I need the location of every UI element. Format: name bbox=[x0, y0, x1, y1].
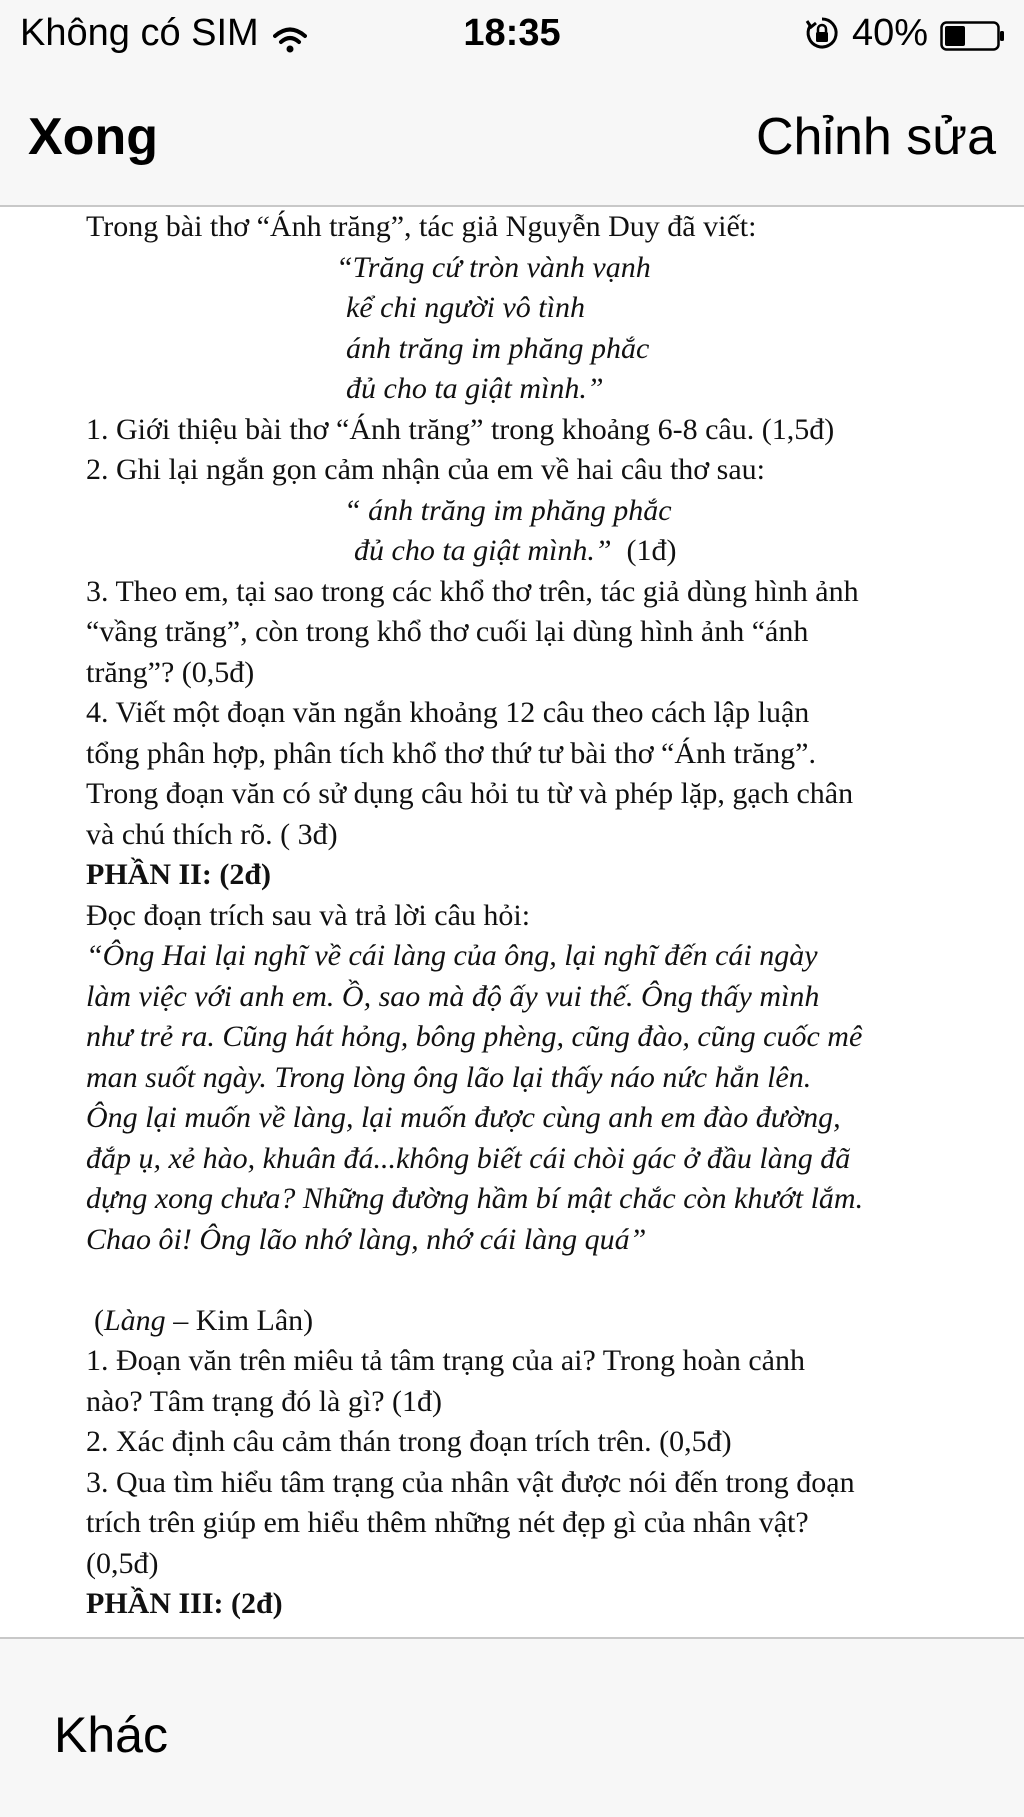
poem-line: “Trăng cứ tròn vành vạnh bbox=[336, 250, 651, 284]
document-viewport[interactable] bbox=[0, 207, 1024, 1637]
intro-line: Trong bài thơ “Ánh trăng”, tác giả Nguyễn Duy đã viết: bbox=[86, 210, 757, 243]
excerpt-line: đắp ụ, xẻ hào, khuân đá...không biết cái chòi gác ở đầu làng đã bbox=[86, 1141, 851, 1175]
bottom-bar bbox=[0, 1637, 1024, 1817]
question-2: 2. Ghi lại ngắn gọn cảm nhận của em về hai câu thơ sau: bbox=[86, 453, 765, 486]
poem-line: đủ cho ta giật mình.” bbox=[354, 534, 612, 567]
part-2-heading: PHẦN II: (2đ) bbox=[86, 858, 271, 891]
part-2-question-2: 2. Xác định câu cảm thán trong đoạn trích trên. (0,5đ) bbox=[86, 1425, 732, 1458]
document-content bbox=[86, 207, 1006, 1625]
clock: 18:35 bbox=[463, 12, 561, 54]
points-label: (1đ) bbox=[626, 534, 677, 567]
excerpt-line: “Ông Hai lại nghĩ về cái làng của ông, lại nghĩ đến cái ngày bbox=[86, 939, 818, 972]
battery-icon bbox=[940, 18, 1006, 48]
question-4-line: và chú thích rõ. ( 3đ) bbox=[86, 817, 338, 851]
q2-poem bbox=[86, 491, 1006, 572]
other-button[interactable]: Khác bbox=[54, 1707, 168, 1763]
source-author: – Kim Lân) bbox=[173, 1303, 314, 1337]
poem-line: kể chi người vô tình bbox=[346, 291, 585, 324]
part-2-question-1-line: nào? Tâm trạng đó là gì? (1đ) bbox=[86, 1384, 442, 1418]
excerpt-source: (Làng – Kim Lân) bbox=[94, 1303, 314, 1337]
question-1: 1. Giới thiệu bài thơ “Ánh trăng” trong khoảng 6-8 câu. (1,5đ) bbox=[86, 412, 835, 446]
done-button[interactable]: Xong bbox=[28, 108, 158, 166]
part-2-question-3-line: trích trên giúp em hiểu thêm những nét đẹp gì của nhân vật? bbox=[86, 1506, 809, 1539]
excerpt-line: Ông lại muốn về làng, lại muốn được cùng anh em đào đường, bbox=[86, 1101, 841, 1134]
status-right bbox=[804, 10, 1006, 56]
excerpt-line: Chao ôi! Ông lão nhớ làng, nhớ cái làng quá” bbox=[86, 1222, 647, 1256]
part-2-question-3-line: 3. Qua tìm hiểu tâm trạng của nhân vật được nói đến trong đoạn bbox=[86, 1465, 855, 1499]
question-3-line: 3. Theo em, tại sao trong các khổ thơ trên, tác giả dùng hình ảnh bbox=[86, 574, 859, 608]
excerpt-line: man suốt ngày. Trong lòng ông lão lại thấy náo nức hẳn lên. bbox=[86, 1060, 812, 1094]
excerpt-line: dựng xong chưa? Những đường hầm bí mật chắc còn khướt lắm. bbox=[86, 1182, 864, 1215]
excerpt bbox=[86, 936, 1006, 1260]
spacer bbox=[86, 1260, 1006, 1301]
poem-line: đủ cho ta giật mình.” bbox=[346, 372, 604, 405]
status-bar bbox=[0, 0, 1024, 66]
part-2-question-3-line: (0,5đ) bbox=[86, 1546, 159, 1580]
poem-line: “ ánh trăng im phăng phắc bbox=[344, 493, 672, 527]
part-2-question-1-line: 1. Đoạn văn trên miêu tả tâm trạng của ai? Trong hoàn cảnh bbox=[86, 1344, 805, 1377]
excerpt-line: làm việc với anh em. Ồ, sao mà độ ấy vui thế. Ông thấy mình bbox=[86, 979, 820, 1013]
poem-stanza bbox=[86, 248, 1006, 410]
nav-bar bbox=[0, 92, 1024, 184]
question-3-line: trăng”? (0,5đ) bbox=[86, 655, 255, 689]
source-title: Làng bbox=[104, 1303, 166, 1337]
rotation-lock-icon bbox=[804, 15, 840, 51]
edit-button[interactable]: Chỉnh sửa bbox=[755, 108, 996, 166]
poem-line: ánh trăng im phăng phắc bbox=[346, 331, 650, 365]
carrier-label: Không có SIM bbox=[20, 12, 259, 54]
poem-line-with-points bbox=[354, 531, 1006, 572]
part-2-intro: Đọc đoạn trích sau và trả lời câu hỏi: bbox=[86, 898, 531, 932]
question-4-line: 4. Viết một đoạn văn ngắn khoảng 12 câu theo cách lập luận bbox=[86, 696, 810, 729]
question-3-line: “vầng trăng”, còn trong khổ thơ cuối lại dùng hình ảnh “ánh bbox=[86, 615, 809, 648]
question-4-line: tổng phân hợp, phân tích khổ thơ thứ tư bài thơ “Ánh trăng”. bbox=[86, 736, 816, 770]
excerpt-line: như trẻ ra. Cũng hát hỏng, bông phèng, cũng đào, cũng cuốc mê bbox=[86, 1020, 863, 1053]
question-4-line: Trong đoạn văn có sử dụng câu hỏi tu từ và phép lặp, gạch chân bbox=[86, 777, 854, 810]
part-3-heading: PHẦN III: (2đ) bbox=[86, 1587, 283, 1620]
top-bar bbox=[0, 0, 1024, 207]
battery-percent: 40% bbox=[851, 11, 928, 54]
